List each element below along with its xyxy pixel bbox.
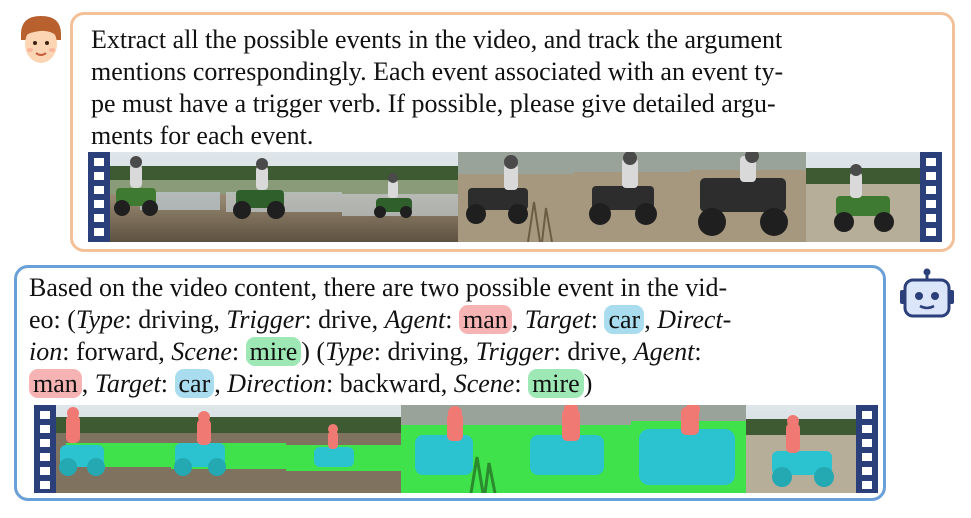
agent-highlight: man (459, 305, 512, 334)
input-video-filmstrip (88, 152, 942, 242)
film-strip-icon (34, 405, 56, 493)
robot-face-icon (896, 268, 958, 322)
segmented-frames (56, 405, 856, 493)
scene-highlight: mire (528, 369, 584, 398)
target-highlight: car (175, 369, 215, 398)
target-highlight: car (604, 305, 644, 334)
bot-response-line: eo: (Type: driving, Trigger: drive, Agent: man , Target: car , Direct- (29, 305, 732, 334)
film-strip-icon (856, 405, 878, 493)
bot-response-line: man , Target: car , Direction: backward, Scene: mire ) (29, 368, 731, 400)
user-prompt-line: mentions correspondingly. Each event associated with an event ty- (91, 57, 784, 86)
bot-response-text (29, 272, 731, 400)
film-strip-icon (920, 152, 942, 242)
segmented-video-filmstrip (34, 405, 878, 493)
user-avatar-icon (16, 12, 66, 70)
user-prompt-line: ments for each event. (91, 121, 314, 150)
user-prompt-line: pe must have a trigger verb. If possible, please give detailed argu- (91, 89, 776, 118)
agent-highlight: man (29, 369, 82, 398)
video-frames (110, 152, 920, 242)
bot-response-line: ion: forward, Scene: mire ) (Type: driving, Trigger: drive, Agent: (29, 337, 702, 366)
film-strip-icon (88, 152, 110, 242)
bot-response-line: Based on the video content, there are two possible event in the vid- (29, 273, 728, 302)
user-prompt-line: Extract all the possible events in the video, and track the argument (91, 25, 783, 54)
scene-highlight: mire (246, 337, 302, 366)
user-prompt-text (91, 24, 783, 152)
